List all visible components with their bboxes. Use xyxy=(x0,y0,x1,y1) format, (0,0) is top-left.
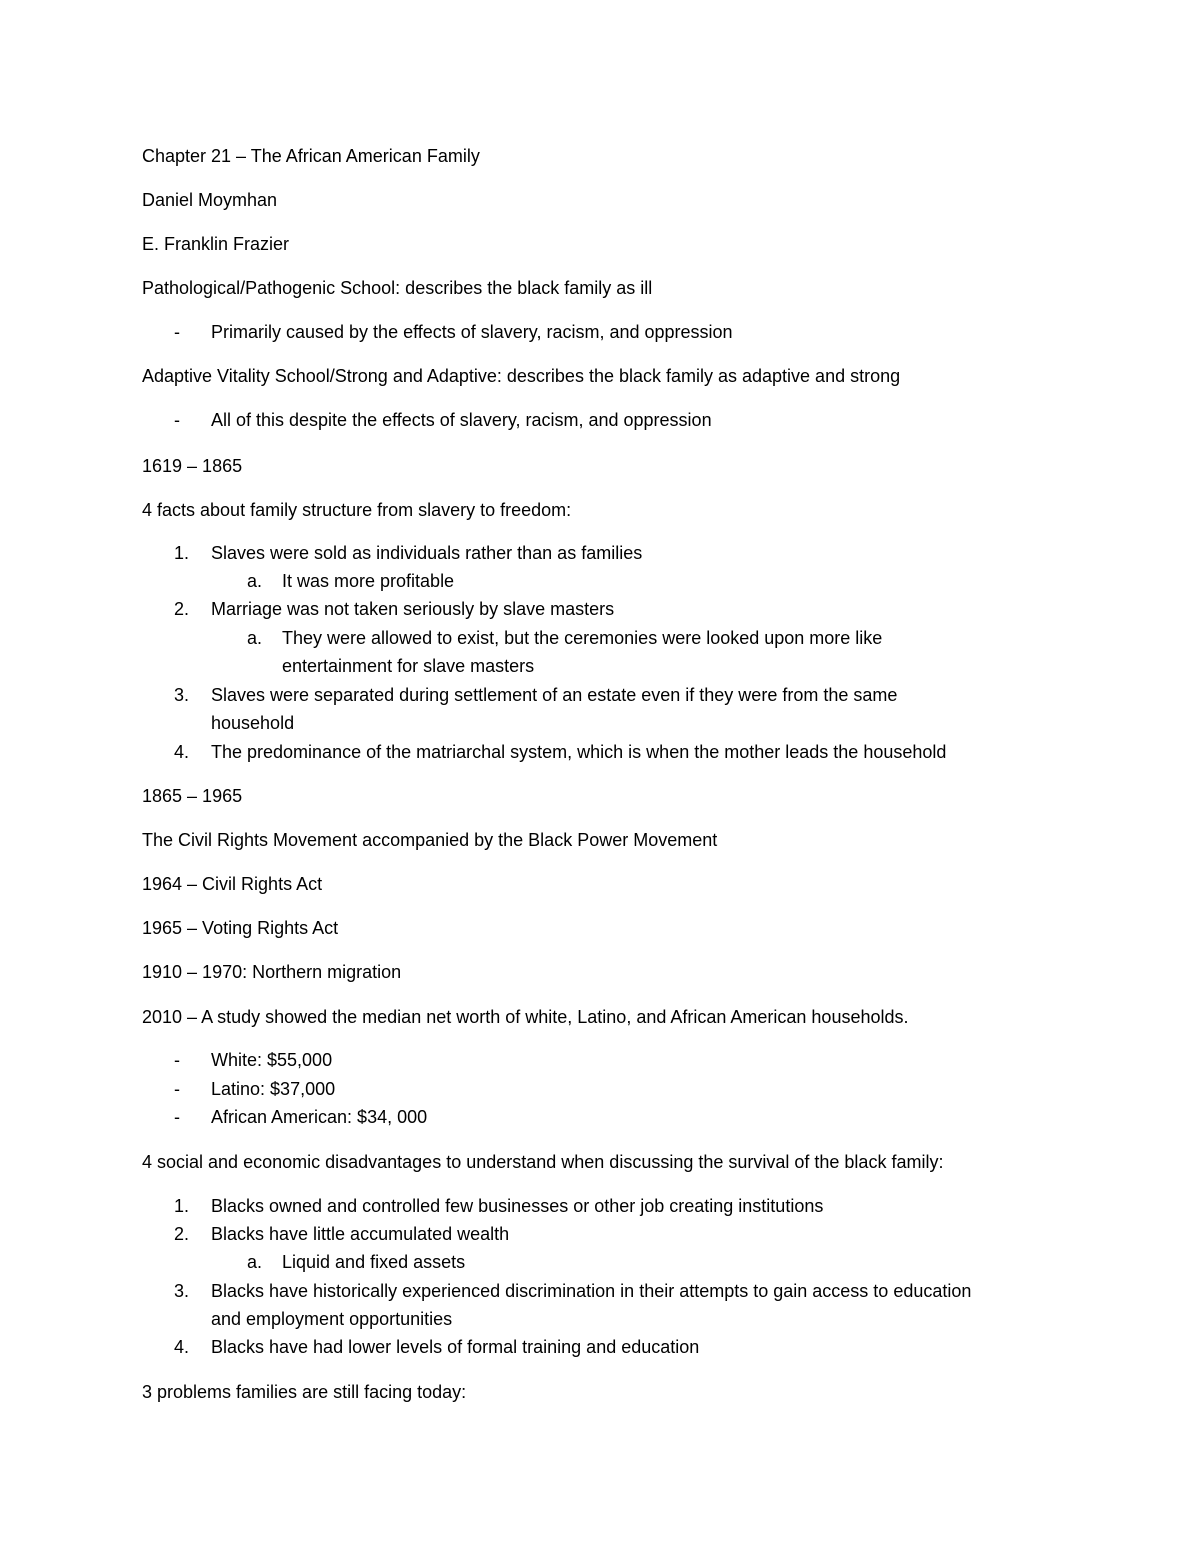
section-heading: 3 problems families are still facing today: xyxy=(142,1382,467,1402)
dash-marker: - xyxy=(174,1050,180,1070)
paragraph: 1965 – Voting Rights Act xyxy=(142,918,339,938)
person-name: E. Franklin Frazier xyxy=(142,234,290,254)
list-item: Slaves were separated during settlement of an estate even if they were from the same xyxy=(211,685,898,705)
list-number: 4. xyxy=(174,1337,190,1357)
list-item: Blacks owned and controlled few businesses or other job creating institutions xyxy=(211,1196,824,1216)
paragraph: 2010 – A study showed the median net worth of white, Latino, and African American households. xyxy=(142,1007,909,1027)
list-item: The predominance of the matriarchal system, which is when the mother leads the household xyxy=(211,742,947,762)
list-letter: a. xyxy=(247,1252,263,1272)
list-item: Primarily caused by the effects of slavery, racism, and oppression xyxy=(211,322,733,342)
list-item-continuation: entertainment for slave masters xyxy=(282,656,535,676)
list-number: 1. xyxy=(174,543,190,563)
dash-marker: - xyxy=(174,1107,180,1127)
list-number: 1. xyxy=(174,1196,190,1216)
list-item: Blacks have historically experienced discrimination in their attempts to gain access to education xyxy=(211,1281,972,1301)
dash-marker: - xyxy=(174,1079,180,1099)
paragraph: Adaptive Vitality School/Strong and Adaptive: describes the black family as adaptive and strong xyxy=(142,366,901,386)
list-item: Latino: $37,000 xyxy=(211,1079,336,1099)
paragraph: The Civil Rights Movement accompanied by the Black Power Movement xyxy=(142,830,718,850)
list-letter: a. xyxy=(247,628,263,648)
paragraph: 1910 – 1970: Northern migration xyxy=(142,962,402,982)
list-item: Marriage was not taken seriously by slave masters xyxy=(211,599,615,619)
date-range: 1865 – 1965 xyxy=(142,786,243,806)
list-number: 3. xyxy=(174,685,190,705)
dash-marker: - xyxy=(174,322,180,342)
list-item: Liquid and fixed assets xyxy=(282,1252,466,1272)
list-item: African American: $34, 000 xyxy=(211,1107,428,1127)
list-item: Blacks have little accumulated wealth xyxy=(211,1224,510,1244)
date-range: 1619 – 1865 xyxy=(142,456,243,476)
list-number: 2. xyxy=(174,599,190,619)
page-title: Chapter 21 – The African American Family xyxy=(142,146,480,166)
paragraph: 1964 – Civil Rights Act xyxy=(142,874,323,894)
paragraph: Pathological/Pathogenic School: describes the black family as ill xyxy=(142,278,653,298)
list-item: Blacks have had lower levels of formal training and education xyxy=(211,1337,700,1357)
list-item: They were allowed to exist, but the ceremonies were looked upon more like xyxy=(282,628,883,648)
list-item-continuation: and employment opportunities xyxy=(211,1309,453,1329)
dash-marker: - xyxy=(174,410,180,430)
person-name: Daniel Moymhan xyxy=(142,190,278,210)
list-item: Slaves were sold as individuals rather than as families xyxy=(211,543,643,563)
list-letter: a. xyxy=(247,571,263,591)
list-item: All of this despite the effects of slavery, racism, and oppression xyxy=(211,410,712,430)
list-number: 3. xyxy=(174,1281,190,1301)
list-number: 4. xyxy=(174,742,190,762)
list-number: 2. xyxy=(174,1224,190,1244)
list-item-continuation: household xyxy=(211,713,295,733)
section-heading: 4 facts about family structure from slavery to freedom: xyxy=(142,500,572,520)
list-item: It was more profitable xyxy=(282,571,455,591)
section-heading: 4 social and economic disadvantages to understand when discussing the survival of the black family: xyxy=(142,1152,944,1172)
list-item: White: $55,000 xyxy=(211,1050,333,1070)
